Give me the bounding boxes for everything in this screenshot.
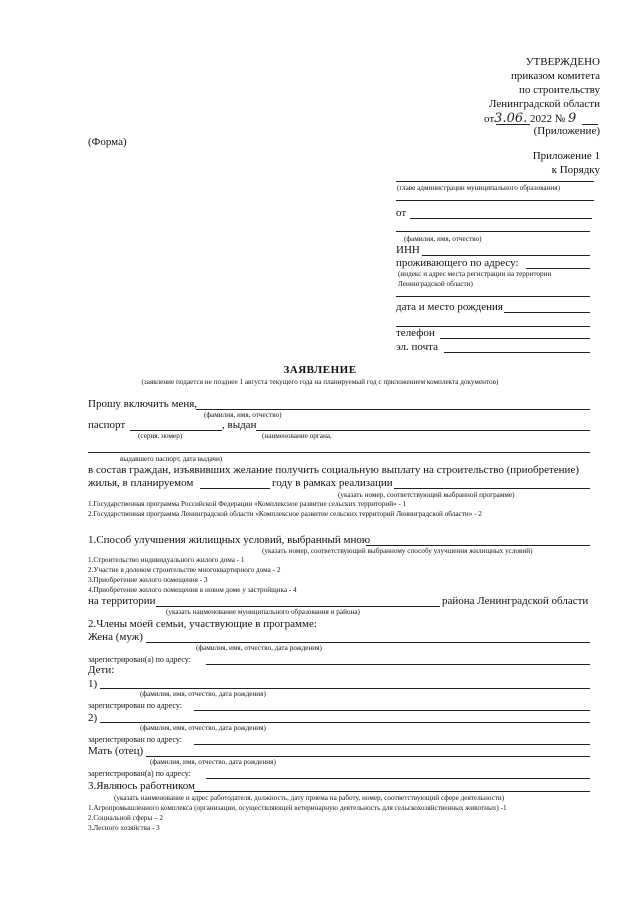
address-field[interactable] [526, 268, 590, 269]
worker-label: 3.Являюсь работником [88, 780, 196, 792]
phone-field[interactable] [440, 338, 590, 339]
child-2-label: 2) [88, 712, 98, 724]
parent-reg-label: зарегистрирован(а) по адресу: [88, 769, 191, 778]
spouse-field[interactable] [146, 642, 590, 643]
spouse-address-field[interactable] [206, 664, 590, 665]
fio-field-2[interactable] [396, 231, 590, 232]
inn-field[interactable] [422, 255, 590, 256]
parent-label: Мать (отец) [88, 745, 144, 757]
approval-line-6: (Приложение) [533, 125, 600, 137]
date-prefix: от [484, 113, 495, 125]
child-1-label: 1) [88, 678, 98, 690]
passport-issuer-field-2[interactable] [88, 452, 590, 453]
email-label: эл. почта [396, 341, 438, 353]
approval-line-3: по строительству [518, 84, 600, 96]
applicant-fio-caption: (фамилия, имя, отчество) [204, 411, 282, 419]
parent-caption: (фамилия, имя, отчество, дата рождения) [150, 758, 276, 766]
address-label: проживающего по адресу: [396, 257, 519, 269]
email-field[interactable] [444, 352, 590, 353]
child-2-field[interactable] [100, 722, 590, 723]
address-caption-1: (индекс и адрес места регистрации на территории [398, 270, 552, 278]
spouse-reg-label: зарегистрирован(а) по адресу: [88, 655, 191, 664]
program-number-field[interactable] [394, 488, 590, 489]
territory-label: на территории [88, 595, 156, 607]
series-caption: (серия, номер) [138, 432, 183, 440]
spouse-label: Жена (муж) [88, 631, 143, 643]
request-text: Прошу включить меня, [88, 398, 198, 410]
child-1-field[interactable] [100, 688, 590, 689]
passport-issuer-field[interactable] [256, 430, 590, 431]
handwritten-order-number: 9 [568, 111, 577, 126]
address-field-2[interactable] [396, 296, 590, 297]
territory-caption: (указать наименование муниципального образования и района) [166, 608, 360, 616]
sphere-option-2: 2.Социальной сферы – 2 [88, 814, 164, 822]
child-1-caption: (фамилия, имя, отчество, дата рождения) [140, 690, 266, 698]
spouse-caption: (фамилия, имя, отчество, дата рождения) [196, 644, 322, 652]
fio-field-1[interactable] [410, 218, 592, 219]
child-2-caption: (фамилия, имя, отчество, дата рождения) [140, 724, 266, 732]
issued-label: , выдан [222, 419, 257, 431]
child-1-reg-label: зарегистрирован по адресу: [88, 701, 182, 710]
from-label: от [396, 207, 407, 219]
address-caption-2: Ленинградской области) [398, 280, 473, 288]
head-caption: (главе администрации муниципального образования) [397, 184, 560, 192]
child-1-address-field[interactable] [194, 710, 590, 711]
purpose-line-2-a: жилья, в планируемом [88, 477, 194, 489]
form-label: (Форма) [88, 136, 127, 148]
handwritten-date: 3.06. [494, 111, 528, 126]
sphere-option-1: 1.Агропромышленного комплекса (организации, осуществляющей ветеринарную деятельность для сельскохозяйственных животных) -1 [88, 804, 507, 812]
appendix-title: Приложение 1 [532, 150, 600, 162]
parent-address-field[interactable] [206, 778, 590, 779]
order-year: 2022 № [530, 113, 566, 125]
issuer-caption: выдавшего паспорт, дата выдачи) [120, 455, 223, 463]
planned-year-field[interactable] [200, 488, 270, 489]
sphere-option-3: 3.Лесного хозяйства - 3 [88, 824, 160, 832]
child-2-reg-label: зарегистрирован по адресу: [88, 735, 182, 744]
passport-number-field[interactable] [130, 430, 222, 431]
applicant-fio-field[interactable] [196, 409, 590, 410]
phone-label: телефон [396, 327, 435, 339]
appendix-subtitle: к Порядку [551, 164, 600, 176]
purpose-line-2-b: году в рамках реализации [272, 477, 393, 489]
approval-title: УТВЕРЖДЕНО [525, 56, 600, 68]
passport-label: паспорт [88, 419, 126, 431]
child-2-address-field[interactable] [194, 744, 590, 745]
method-option-1: 1.Строительство индивидуального жилого дома - 1 [88, 556, 245, 564]
children-label: Дети: [88, 664, 115, 676]
birth-label: дата и место рождения [396, 301, 503, 313]
program-option-1: 1.Государственная программа Российской Федерации «Комплексное развитие сельских территорий» - 1 [88, 500, 407, 508]
method-option-4: 4.Приобретение жилого помещения в новом доме у застройщика - 4 [88, 586, 297, 594]
approval-line-4: Ленинградской области [489, 98, 600, 110]
inn-label: ИНН [396, 244, 420, 256]
document-subtitle: (заявление подается не позднее 1 августа текущего года на планируемый год с приложением комплекта документов) [141, 378, 499, 386]
organ-caption: (наименование органа, [262, 432, 332, 440]
fio-caption: (фамилия, имя, отчество) [404, 235, 482, 243]
family-heading: 2.Члены моей семьи, участвующие в программе: [88, 618, 317, 630]
method-caption: (указать номер, соответствующий выбранному способу улучшения жилищных условий) [262, 547, 533, 555]
territory-field[interactable] [156, 606, 440, 607]
approval-line-2: приказом комитета [510, 70, 600, 82]
method-number-field[interactable] [366, 545, 590, 546]
method-label: 1.Способ улучшения жилищных условий, выбранный мною [88, 534, 371, 546]
employer-field[interactable] [194, 791, 590, 792]
program-caption: (указать номер, соответствующий выбранной программе) [338, 491, 515, 499]
purpose-line-1: в состав граждан, изъявивших желание получить социальную выплату на строительство (приобретение) [88, 464, 579, 476]
method-option-2: 2.Участие в долевом строительстве многоквартирного дома - 2 [88, 566, 281, 574]
program-option-2: 2.Государственная программа Ленинградской области «Комплексное развитие сельских территорий Ленинградской области» - 2 [88, 510, 482, 518]
parent-field[interactable] [146, 756, 590, 757]
district-label: района Ленинградской области [442, 595, 589, 607]
method-option-3: 3.Приобретение жилого помещения - 3 [88, 576, 208, 584]
document-title: ЗАЯВЛЕНИЕ [283, 364, 357, 376]
birth-field[interactable] [504, 312, 590, 313]
worker-caption: (указать наименование и адрес работодателя, должность, дату приема на работу, номер, соответствующий сфере деятельности) [114, 794, 505, 802]
